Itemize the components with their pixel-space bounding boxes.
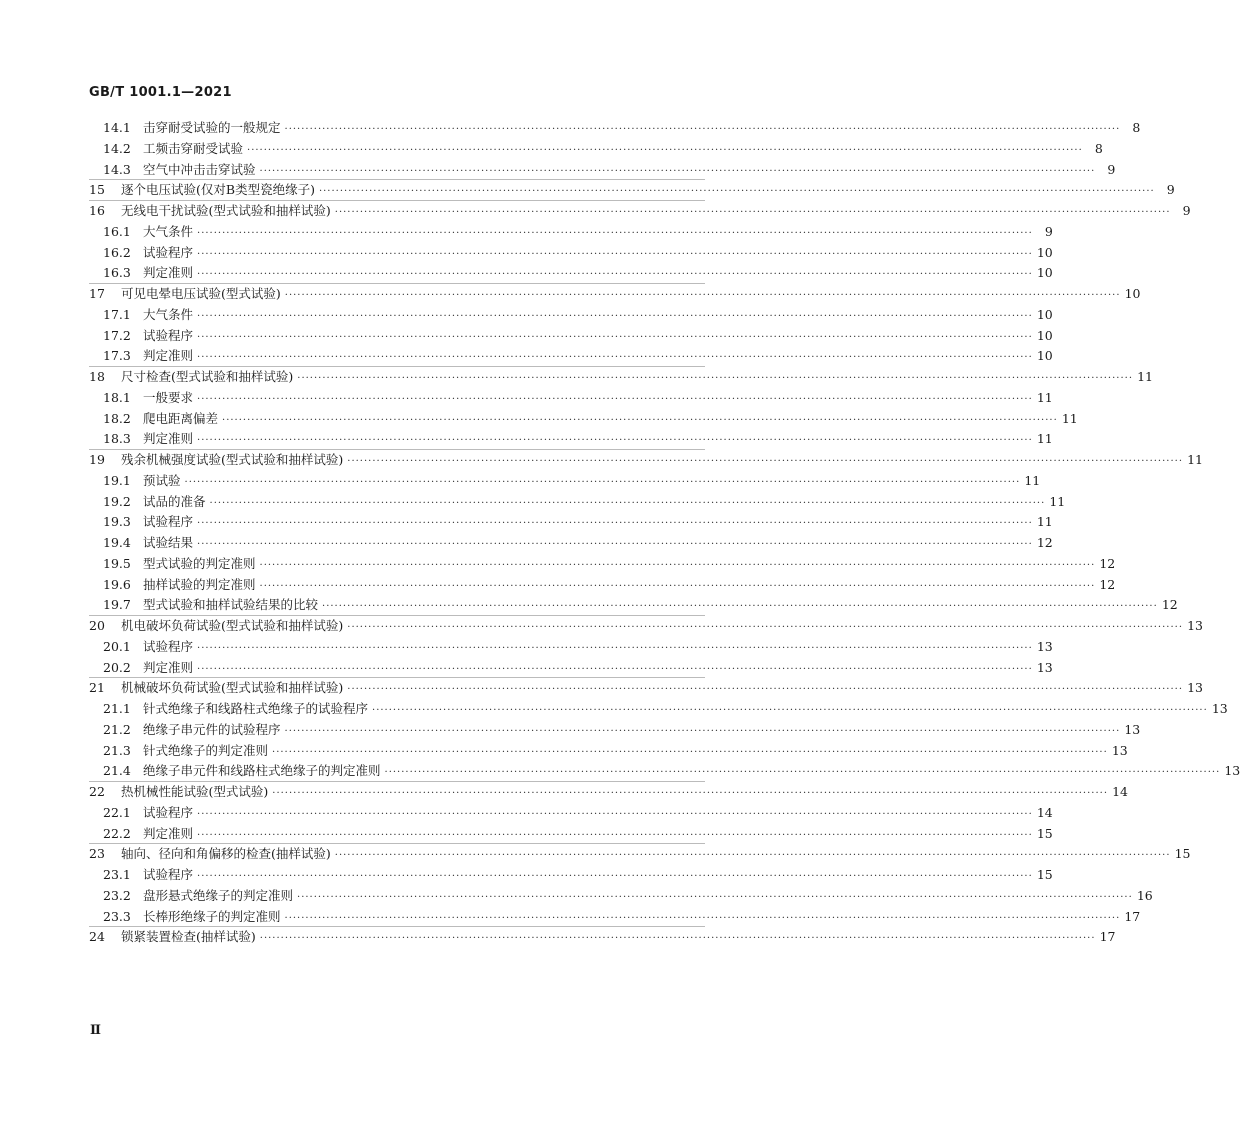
toc-entry-title: 型式试验的判定准则 <box>143 555 256 571</box>
toc-entry-number: 21 <box>89 680 105 696</box>
toc-entry-title: 无线电干扰试验(型式试验和抽样试验) <box>121 203 331 218</box>
toc-dot-leader: ········································································································································································································ <box>334 207 1171 218</box>
toc-entry-title: 试验程序 <box>143 804 194 820</box>
toc-entry-title: 判定准则 <box>143 825 194 841</box>
toc-entry-number: 17.2 <box>103 327 131 343</box>
toc-entry[interactable] <box>89 118 1141 138</box>
toc-entry-page: 16 <box>1136 887 1153 903</box>
toc-dot-leader: ········································································································································································································ <box>197 331 1033 343</box>
section-divider <box>89 926 705 927</box>
toc-entry[interactable] <box>89 429 1053 449</box>
toc-entry[interactable] <box>89 284 1141 304</box>
toc-entry-number: 19.1 <box>103 472 131 488</box>
toc-entry-title: 击穿耐受试验的一般规定 <box>143 120 281 135</box>
toc-entry[interactable] <box>89 139 1103 159</box>
toc-entry-title: 残余机械强度试验(型式试验和抽样试验) <box>121 452 344 467</box>
toc-dot-leader: ········································································································································································································ <box>184 476 1021 488</box>
toc-entry[interactable] <box>89 741 1128 761</box>
toc-entry-number: 17.3 <box>103 348 131 364</box>
toc-entry[interactable] <box>89 616 1204 636</box>
toc-entry-title: 型式试验和抽样试验结果的比较 <box>143 597 319 613</box>
toc-entry-title: 判定准则 <box>143 431 194 447</box>
toc-dot-leader: ········································································································································································································ <box>197 539 1033 550</box>
toc-entry-title: 轴向、径向和角偏移的检查(抽样试验) <box>121 846 331 862</box>
toc-entry-page: 9 <box>1182 203 1191 218</box>
toc-entry-page: 9 <box>1166 182 1175 198</box>
toc-entry[interactable] <box>89 326 1053 346</box>
toc-entry-title: 判定准则 <box>143 659 194 675</box>
toc-entry-title: 试验程序 <box>143 638 194 654</box>
toc-entry-title: 抽样试验的判定准则 <box>143 576 256 592</box>
toc-dot-leader: ········································································································································································································ <box>347 456 1184 467</box>
toc-entry-title: 可见电晕电压试验(型式试验) <box>121 286 281 301</box>
toc-entry-title: 爬电距离偏差 <box>143 410 219 426</box>
toc-dot-leader: ········································································································································································································ <box>197 248 1033 260</box>
toc-entry-page: 11 <box>1036 431 1053 447</box>
toc-entry-title: 预试验 <box>143 472 181 488</box>
toc-entry[interactable] <box>89 305 1053 325</box>
document-code-header: GB/T 1001.1—2021 <box>89 85 232 100</box>
toc-entry-page: 13 <box>1224 763 1240 779</box>
toc-entry-number: 18.3 <box>103 431 131 447</box>
toc-entry-title: 逐个电压试验(仅对B类型瓷绝缘子) <box>121 182 315 198</box>
toc-entry-number: 19.5 <box>103 555 131 571</box>
toc-entry-title: 热机械性能试验(型式试验) <box>121 784 269 799</box>
section-divider <box>89 615 705 616</box>
toc-entry[interactable] <box>89 263 1053 283</box>
toc-entry-number: 15 <box>89 182 105 198</box>
toc-entry-number: 18.1 <box>103 389 131 405</box>
toc-entry[interactable] <box>89 160 1116 180</box>
toc-dot-leader: ········································································································································································································ <box>259 559 1096 571</box>
toc-entry-title: 机械破坏负荷试验(型式试验和抽样试验) <box>121 680 344 696</box>
toc-entry-page: 17 <box>1124 908 1141 924</box>
toc-dot-leader: ········································································································································································································ <box>197 829 1033 841</box>
toc-entry-title: 一般要求 <box>143 389 194 405</box>
toc-entry-page: 9 <box>1107 161 1116 177</box>
toc-entry[interactable] <box>89 575 1116 595</box>
toc-entry-number: 23.2 <box>103 887 131 903</box>
toc-entry-title: 试验结果 <box>143 535 194 550</box>
toc-dot-leader: ········································································································································································································ <box>197 808 1033 820</box>
toc-dot-leader: ········································································································································································································ <box>284 290 1121 301</box>
toc-dot-leader: ········································································································································································································ <box>197 310 1033 322</box>
toc-entry[interactable] <box>89 201 1191 221</box>
toc-dot-leader: ········································································································································································································ <box>272 746 1108 758</box>
toc-dot-leader: ········································································································································································································ <box>318 186 1155 198</box>
toc-entry[interactable] <box>89 450 1204 470</box>
section-divider <box>89 179 705 180</box>
toc-entry-number: 22.1 <box>103 804 131 820</box>
toc-entry-number: 19.3 <box>103 514 131 530</box>
page-number-roman: Ⅱ <box>90 1023 101 1038</box>
toc-entry-title: 尺寸检查(型式试验和抽样试验) <box>121 369 294 384</box>
toc-entry-page: 10 <box>1036 265 1053 281</box>
toc-entry-page: 11 <box>1187 452 1204 467</box>
toc-entry-page: 10 <box>1036 244 1053 260</box>
toc-entry-page: 8 <box>1132 120 1141 135</box>
section-divider <box>89 200 705 201</box>
toc-dot-leader: ········································································································································································································ <box>222 414 1058 426</box>
toc-entry[interactable] <box>89 865 1053 885</box>
toc-entry-title: 针式绝缘子的判定准则 <box>143 742 269 758</box>
toc-entry[interactable] <box>89 678 1204 698</box>
toc-dot-leader: ········································································································································································································ <box>247 144 1083 156</box>
toc-entry-page: 13 <box>1036 638 1053 654</box>
toc-entry-page: 10 <box>1036 348 1053 364</box>
toc-entry[interactable] <box>89 637 1053 657</box>
toc-entry[interactable] <box>89 803 1053 823</box>
toc-dot-leader: ········································································································································································································ <box>284 912 1121 924</box>
toc-entry-page: 11 <box>1061 410 1078 426</box>
toc-entry-page: 14 <box>1112 784 1129 799</box>
toc-dot-leader: ········································································································································································································ <box>372 705 1208 716</box>
toc-entry-title: 长棒形绝缘子的判定准则 <box>143 908 281 924</box>
toc-dot-leader: ········································································································································································································ <box>259 933 1096 945</box>
toc-dot-leader: ········································································································································································································ <box>259 165 1096 177</box>
toc-entry-title: 大气条件 <box>143 223 194 239</box>
toc-entry-title: 绝缘子串元件和线路柱式绝缘子的判定准则 <box>143 763 381 779</box>
toc-entry-page: 11 <box>1137 369 1154 384</box>
toc-entry[interactable] <box>89 554 1116 574</box>
toc-entry-page: 11 <box>1049 493 1066 509</box>
toc-entry[interactable] <box>89 533 1053 553</box>
toc-dot-leader: ········································································································································································································ <box>197 393 1033 405</box>
toc-entry-number: 19 <box>89 452 105 467</box>
toc-entry[interactable] <box>89 782 1129 802</box>
section-divider <box>89 366 705 367</box>
toc-dot-leader: ········································································································································································································ <box>384 767 1221 779</box>
toc-dot-leader: ········································································································································································································ <box>197 518 1033 530</box>
toc-dot-leader: ········································································································································································································ <box>322 601 1158 613</box>
toc-entry-page: 12 <box>1099 576 1116 592</box>
toc-entry-number: 19.4 <box>103 535 131 550</box>
section-divider <box>89 449 705 450</box>
toc-entry-number: 14.1 <box>103 120 131 135</box>
toc-entry-page: 13 <box>1187 618 1204 633</box>
toc-entry-number: 23.3 <box>103 908 131 924</box>
toc-entry-title: 空气中冲击击穿试验 <box>143 161 256 177</box>
toc-entry-title: 试品的准备 <box>143 493 206 509</box>
toc-dot-leader: ········································································································································································································ <box>197 642 1033 654</box>
toc-entry-number: 16 <box>89 203 105 218</box>
toc-entry-number: 18 <box>89 369 105 384</box>
toc-entry-title: 试验程序 <box>143 244 194 260</box>
toc-entry-page: 11 <box>1036 389 1053 405</box>
toc-entry-page: 14 <box>1036 804 1053 820</box>
section-divider <box>89 677 705 678</box>
toc-entry-page: 13 <box>1111 742 1128 758</box>
toc-entry-number: 23.1 <box>103 867 131 882</box>
toc-entry[interactable] <box>89 367 1154 387</box>
toc-entry-number: 17.1 <box>103 306 131 322</box>
toc-entry-page: 10 <box>1036 306 1053 322</box>
toc-entry-number: 19.7 <box>103 597 131 613</box>
toc-entry-title: 试验程序 <box>143 867 194 882</box>
toc-dot-leader: ········································································································································································································ <box>197 227 1033 239</box>
toc-dot-leader: ········································································································································································································ <box>347 684 1184 696</box>
toc-entry-title: 机电破坏负荷试验(型式试验和抽样试验) <box>121 618 344 633</box>
toc-entry[interactable] <box>89 471 1041 491</box>
toc-entry-number: 21.3 <box>103 742 131 758</box>
toc-entry-title: 盘形悬式绝缘子的判定准则 <box>143 887 294 903</box>
toc-entry[interactable] <box>89 658 1053 678</box>
toc-entry-page: 12 <box>1099 555 1116 571</box>
toc-entry-page: 12 <box>1161 597 1178 613</box>
toc-entry-number: 21.2 <box>103 721 131 737</box>
toc-entry-number: 16.3 <box>103 265 131 281</box>
toc-entry-title: 试验程序 <box>143 327 194 343</box>
toc-entry-page: 15 <box>1036 867 1053 882</box>
toc-entry-title: 针式绝缘子和线路柱式绝缘子的试验程序 <box>143 701 369 716</box>
toc-entry-title: 锁紧装置检查(抽样试验) <box>121 929 256 945</box>
toc-entry-title: 判定准则 <box>143 348 194 364</box>
toc-entry-number: 22.2 <box>103 825 131 841</box>
toc-entry-number: 20.1 <box>103 638 131 654</box>
toc-entry[interactable] <box>89 720 1141 740</box>
toc-dot-leader: ········································································································································································································ <box>197 435 1033 447</box>
toc-entry[interactable] <box>89 907 1141 927</box>
toc-entry-number: 14.3 <box>103 161 131 177</box>
toc-entry[interactable] <box>89 388 1053 408</box>
toc-entry-number: 24 <box>89 929 105 945</box>
section-divider <box>89 843 705 844</box>
toc-entry-number: 19.6 <box>103 576 131 592</box>
toc-dot-leader: ········································································································································································································ <box>297 891 1133 903</box>
toc-entry-page: 11 <box>1024 472 1041 488</box>
toc-entry-number: 19.2 <box>103 493 131 509</box>
toc-entry[interactable] <box>89 492 1066 512</box>
toc-entry-page: 13 <box>1036 659 1053 675</box>
toc-entry-page: 13 <box>1211 701 1228 716</box>
toc-entry-title: 试验程序 <box>143 514 194 530</box>
toc-entry-title: 绝缘子串元件的试验程序 <box>143 721 281 737</box>
toc-entry[interactable] <box>89 409 1078 429</box>
toc-entry-number: 14.2 <box>103 140 131 156</box>
toc-entry[interactable] <box>89 243 1053 263</box>
toc-entry[interactable] <box>89 844 1191 864</box>
toc-entry[interactable] <box>89 512 1053 532</box>
toc-entry-number: 21.4 <box>103 763 131 779</box>
toc-entry-page: 13 <box>1124 721 1141 737</box>
toc-entry[interactable] <box>89 180 1175 200</box>
toc-dot-leader: ········································································································································································································ <box>284 725 1121 737</box>
toc-entry-title: 判定准则 <box>143 265 194 281</box>
toc-dot-leader: ········································································································································································································ <box>209 497 1046 509</box>
toc-entry-number: 16.1 <box>103 223 131 239</box>
toc-entry-number: 23 <box>89 846 105 862</box>
toc-entry-page: 9 <box>1044 223 1053 239</box>
toc-entry-page: 17 <box>1099 929 1116 945</box>
toc-dot-leader: ········································································································································································································ <box>197 269 1033 281</box>
toc-dot-leader: ········································································································································································································ <box>197 352 1033 364</box>
section-divider <box>89 781 705 782</box>
toc-entry-page: 13 <box>1187 680 1204 696</box>
toc-entry-number: 21.1 <box>103 701 131 716</box>
toc-entry[interactable] <box>89 824 1053 844</box>
toc-dot-leader: ········································································································································································································ <box>284 124 1121 135</box>
toc-entry-number: 18.2 <box>103 410 131 426</box>
toc-entry-page: 10 <box>1036 327 1053 343</box>
toc-entry-page: 8 <box>1094 140 1103 156</box>
toc-entry-number: 22 <box>89 784 105 799</box>
toc-entry[interactable] <box>89 222 1053 242</box>
toc-entry-page: 10 <box>1124 286 1141 301</box>
toc-entry-page: 12 <box>1036 535 1053 550</box>
toc-entry-title: 工频击穿耐受试验 <box>143 140 244 156</box>
toc-entry-page: 15 <box>1036 825 1053 841</box>
toc-dot-leader: ········································································································································································································ <box>197 871 1033 882</box>
toc-entry[interactable] <box>89 886 1153 906</box>
toc-dot-leader: ········································································································································································································ <box>197 663 1033 675</box>
toc-entry[interactable] <box>89 699 1228 719</box>
section-divider <box>89 283 705 284</box>
toc-dot-leader: ········································································································································································································ <box>297 373 1134 384</box>
toc-entry[interactable] <box>89 595 1178 615</box>
toc-entry-page: 15 <box>1174 846 1191 862</box>
toc-entry[interactable] <box>89 346 1053 366</box>
toc-dot-leader: ········································································································································································································ <box>272 788 1109 799</box>
toc-entry-title: 大气条件 <box>143 306 194 322</box>
toc-entry-number: 20 <box>89 618 105 633</box>
toc-dot-leader: ········································································································································································································ <box>259 580 1096 592</box>
toc-entry-number: 17 <box>89 286 105 301</box>
toc-dot-leader: ········································································································································································································ <box>347 622 1184 633</box>
toc-entry-number: 20.2 <box>103 659 131 675</box>
toc-entry[interactable] <box>89 761 1240 781</box>
toc-entry-page: 11 <box>1036 514 1053 530</box>
toc-entry[interactable] <box>89 927 1116 947</box>
toc-dot-leader: ········································································································································································································ <box>334 850 1171 862</box>
toc-entry-number: 16.2 <box>103 244 131 260</box>
